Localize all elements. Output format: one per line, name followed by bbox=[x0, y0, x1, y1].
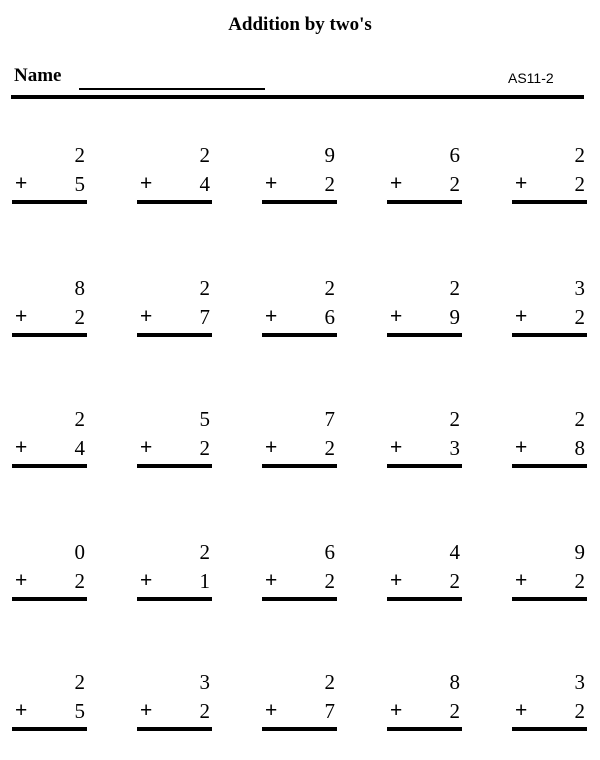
bottom-addend: 1 bbox=[199, 569, 210, 593]
answer-line[interactable] bbox=[262, 727, 337, 731]
bottom-addend: 8 bbox=[574, 436, 585, 460]
addition-problem-r5-c5 bbox=[512, 670, 587, 740]
addition-problem-r3-c1 bbox=[12, 407, 87, 477]
plus-sign: + bbox=[140, 436, 153, 459]
bottom-addend: 7 bbox=[199, 305, 210, 329]
top-addend: 2 bbox=[574, 407, 585, 431]
addition-problem-r1-c1 bbox=[12, 143, 87, 213]
top-addend: 2 bbox=[199, 143, 210, 167]
plus-sign: + bbox=[15, 436, 28, 459]
addition-problem-r2-c3 bbox=[262, 276, 337, 346]
plus-sign: + bbox=[140, 172, 153, 195]
plus-sign: + bbox=[515, 436, 528, 459]
answer-line[interactable] bbox=[137, 333, 212, 337]
plus-sign: + bbox=[15, 172, 28, 195]
bottom-addend: 2 bbox=[324, 172, 335, 196]
addition-problem-r1-c4 bbox=[387, 143, 462, 213]
plus-sign: + bbox=[140, 699, 153, 722]
answer-line[interactable] bbox=[512, 597, 587, 601]
addition-problem-r2-c2 bbox=[137, 276, 212, 346]
answer-line[interactable] bbox=[12, 464, 87, 468]
answer-line[interactable] bbox=[12, 597, 87, 601]
answer-line[interactable] bbox=[12, 727, 87, 731]
top-addend: 0 bbox=[74, 540, 85, 564]
answer-line[interactable] bbox=[512, 727, 587, 731]
addition-problem-r4-c2 bbox=[137, 540, 212, 610]
name-label: Name bbox=[14, 65, 62, 86]
plus-sign: + bbox=[265, 172, 278, 195]
top-addend: 7 bbox=[324, 407, 335, 431]
bottom-addend: 3 bbox=[449, 436, 460, 460]
bottom-addend: 2 bbox=[574, 699, 585, 723]
answer-line[interactable] bbox=[137, 727, 212, 731]
addition-problem-r5-c1 bbox=[12, 670, 87, 740]
answer-line[interactable] bbox=[137, 200, 212, 204]
top-addend: 3 bbox=[574, 670, 585, 694]
addition-problem-r3-c5 bbox=[512, 407, 587, 477]
plus-sign: + bbox=[390, 172, 403, 195]
addition-problem-r5-c2 bbox=[137, 670, 212, 740]
name-blank-line[interactable] bbox=[79, 88, 265, 90]
plus-sign: + bbox=[265, 699, 278, 722]
bottom-addend: 4 bbox=[199, 172, 210, 196]
top-addend: 6 bbox=[324, 540, 335, 564]
answer-line[interactable] bbox=[512, 200, 587, 204]
top-addend: 4 bbox=[449, 540, 460, 564]
plus-sign: + bbox=[15, 569, 28, 592]
top-addend: 3 bbox=[199, 670, 210, 694]
addition-problem-r5-c4 bbox=[387, 670, 462, 740]
plus-sign: + bbox=[265, 436, 278, 459]
addition-problem-r5-c3 bbox=[262, 670, 337, 740]
bottom-addend: 2 bbox=[449, 172, 460, 196]
bottom-addend: 2 bbox=[324, 436, 335, 460]
bottom-addend: 9 bbox=[449, 305, 460, 329]
addition-problem-r1-c5 bbox=[512, 143, 587, 213]
plus-sign: + bbox=[390, 699, 403, 722]
addition-problem-r3-c2 bbox=[137, 407, 212, 477]
addition-problem-r4-c3 bbox=[262, 540, 337, 610]
bottom-addend: 5 bbox=[74, 699, 85, 723]
answer-line[interactable] bbox=[512, 333, 587, 337]
addition-problem-r4-c1 bbox=[12, 540, 87, 610]
answer-line[interactable] bbox=[262, 597, 337, 601]
answer-line[interactable] bbox=[512, 464, 587, 468]
top-addend: 5 bbox=[199, 407, 210, 431]
answer-line[interactable] bbox=[262, 464, 337, 468]
top-addend: 2 bbox=[574, 143, 585, 167]
header-divider bbox=[11, 95, 584, 99]
answer-line[interactable] bbox=[387, 333, 462, 337]
worksheet-title: Addition by two's bbox=[228, 14, 372, 35]
top-addend: 8 bbox=[449, 670, 460, 694]
worksheet-code: AS11-2 bbox=[508, 70, 554, 86]
answer-line[interactable] bbox=[12, 333, 87, 337]
top-addend: 9 bbox=[324, 143, 335, 167]
addition-problem-r2-c1 bbox=[12, 276, 87, 346]
bottom-addend: 2 bbox=[449, 699, 460, 723]
top-addend: 3 bbox=[574, 276, 585, 300]
plus-sign: + bbox=[15, 305, 28, 328]
plus-sign: + bbox=[140, 305, 153, 328]
plus-sign: + bbox=[265, 305, 278, 328]
top-addend: 6 bbox=[449, 143, 460, 167]
plus-sign: + bbox=[390, 305, 403, 328]
addition-problem-r4-c4 bbox=[387, 540, 462, 610]
answer-line[interactable] bbox=[137, 597, 212, 601]
plus-sign: + bbox=[15, 699, 28, 722]
top-addend: 2 bbox=[449, 407, 460, 431]
answer-line[interactable] bbox=[387, 597, 462, 601]
answer-line[interactable] bbox=[137, 464, 212, 468]
addition-problem-r1-c2 bbox=[137, 143, 212, 213]
addition-problem-r1-c3 bbox=[262, 143, 337, 213]
bottom-addend: 2 bbox=[324, 569, 335, 593]
answer-line[interactable] bbox=[387, 200, 462, 204]
bottom-addend: 2 bbox=[574, 172, 585, 196]
bottom-addend: 4 bbox=[74, 436, 85, 460]
plus-sign: + bbox=[515, 569, 528, 592]
addition-problem-r4-c5 bbox=[512, 540, 587, 610]
top-addend: 2 bbox=[74, 407, 85, 431]
top-addend: 2 bbox=[324, 670, 335, 694]
top-addend: 2 bbox=[74, 143, 85, 167]
top-addend: 8 bbox=[74, 276, 85, 300]
top-addend: 2 bbox=[74, 670, 85, 694]
top-addend: 2 bbox=[449, 276, 460, 300]
bottom-addend: 2 bbox=[449, 569, 460, 593]
answer-line[interactable] bbox=[12, 200, 87, 204]
addition-problem-r3-c3 bbox=[262, 407, 337, 477]
plus-sign: + bbox=[390, 436, 403, 459]
addition-problem-r2-c4 bbox=[387, 276, 462, 346]
plus-sign: + bbox=[265, 569, 278, 592]
plus-sign: + bbox=[390, 569, 403, 592]
plus-sign: + bbox=[515, 172, 528, 195]
answer-line[interactable] bbox=[387, 727, 462, 731]
bottom-addend: 2 bbox=[74, 569, 85, 593]
plus-sign: + bbox=[140, 569, 153, 592]
answer-line[interactable] bbox=[387, 464, 462, 468]
top-addend: 2 bbox=[199, 540, 210, 564]
top-addend: 9 bbox=[574, 540, 585, 564]
addition-problem-r2-c5 bbox=[512, 276, 587, 346]
answer-line[interactable] bbox=[262, 333, 337, 337]
bottom-addend: 6 bbox=[324, 305, 335, 329]
bottom-addend: 2 bbox=[199, 436, 210, 460]
plus-sign: + bbox=[515, 305, 528, 328]
answer-line[interactable] bbox=[262, 200, 337, 204]
plus-sign: + bbox=[515, 699, 528, 722]
bottom-addend: 5 bbox=[74, 172, 85, 196]
top-addend: 2 bbox=[199, 276, 210, 300]
addition-problem-r3-c4 bbox=[387, 407, 462, 477]
bottom-addend: 2 bbox=[199, 699, 210, 723]
bottom-addend: 7 bbox=[324, 699, 335, 723]
bottom-addend: 2 bbox=[574, 569, 585, 593]
bottom-addend: 2 bbox=[74, 305, 85, 329]
top-addend: 2 bbox=[324, 276, 335, 300]
bottom-addend: 2 bbox=[574, 305, 585, 329]
